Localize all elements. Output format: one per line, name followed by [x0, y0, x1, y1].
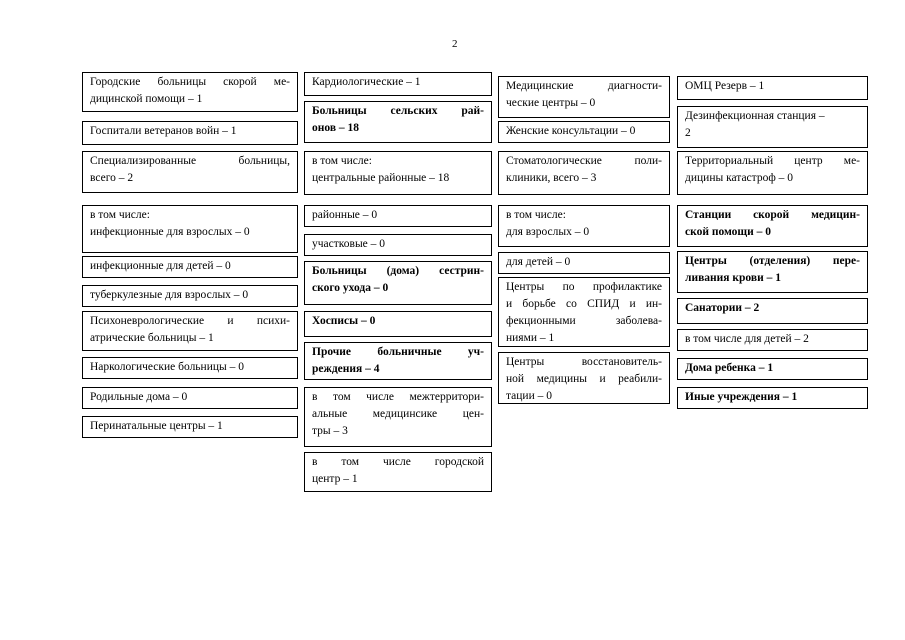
org-box-line: Стоматологические поли-	[506, 155, 662, 167]
org-box-line: Родильные дома – 0	[90, 391, 188, 403]
org-box-line: Перинатальные центры – 1	[90, 420, 223, 432]
org-box-line: в том числе:	[312, 155, 372, 167]
org-box-line: 2	[685, 127, 691, 139]
org-box-line: Центры по профилактике	[506, 281, 662, 293]
org-box-line: Наркологические больницы – 0	[90, 361, 244, 373]
org-box	[82, 151, 298, 193]
org-box-line: всего – 2	[90, 172, 134, 184]
org-box-line: Дома ребенка – 1	[685, 362, 774, 374]
org-box-line: реждения – 4	[312, 363, 380, 375]
org-box	[82, 387, 298, 409]
org-box-line: для взрослых – 0	[506, 226, 590, 238]
org-box-line: инфекционные для детей – 0	[90, 260, 231, 272]
org-box-line: Городские больницы скорой ме-	[90, 76, 290, 88]
org-box	[677, 76, 868, 100]
org-box-line: альные медицинсике цен-	[312, 408, 484, 420]
org-box-line: в том числе городской	[312, 456, 484, 468]
org-box	[304, 234, 492, 256]
org-box	[82, 311, 298, 351]
org-box	[304, 261, 492, 305]
org-box	[82, 121, 298, 145]
org-box	[677, 358, 868, 380]
org-box-line: онов – 18	[312, 122, 360, 134]
page-number: 2	[452, 38, 458, 50]
org-box	[677, 151, 868, 195]
org-box	[82, 205, 298, 253]
org-box	[498, 252, 670, 274]
org-box-line: ской помощи – 0	[685, 226, 772, 238]
org-box	[498, 151, 670, 195]
org-box-line: Кардиологические – 1	[312, 76, 421, 88]
org-box-line: центр – 1	[312, 473, 358, 485]
org-box	[498, 76, 670, 118]
org-box-line: тации – 0	[506, 390, 552, 402]
org-box	[304, 311, 492, 337]
org-box	[304, 452, 492, 492]
org-box-line: Центры (отделения) пере-	[685, 255, 860, 267]
org-box-line: ского ухода – 0	[312, 282, 389, 294]
org-box-line: Территориальный центр ме-	[685, 155, 860, 167]
org-box	[304, 342, 492, 380]
org-box	[677, 106, 868, 148]
org-box-line: Специализированные больницы,	[90, 155, 290, 167]
org-box	[677, 387, 868, 409]
org-box	[677, 251, 868, 293]
org-box-line: атрические больницы – 1	[90, 332, 214, 344]
org-box	[304, 205, 492, 227]
org-box	[304, 151, 492, 195]
org-box-line: для детей – 0	[506, 256, 571, 268]
org-box-line: Дезинфекционная станция –	[685, 110, 825, 122]
org-box-line: Больницы (дома) сестрин-	[312, 265, 484, 277]
org-box-line: Медицинские диагности-	[506, 80, 662, 92]
org-box-line: ниями – 1	[506, 332, 555, 344]
org-box	[82, 357, 298, 379]
org-box-line: туберкулезные для взрослых – 0	[90, 289, 249, 301]
org-box-line: инфекционные для взрослых – 0	[90, 226, 250, 238]
org-box	[304, 72, 492, 96]
org-box	[498, 352, 670, 404]
org-box	[498, 121, 670, 143]
org-box	[677, 298, 868, 324]
org-box-line: дицины катастроф – 0	[685, 172, 794, 184]
org-box	[498, 205, 670, 247]
org-box-line: в том числе:	[90, 209, 150, 221]
org-box	[304, 101, 492, 143]
org-box-line: ОМЦ Резерв – 1	[685, 80, 765, 92]
org-box-line: участковые – 0	[312, 238, 386, 250]
org-box-line: в том числе:	[506, 209, 566, 221]
org-box	[82, 416, 298, 438]
org-box	[82, 72, 298, 112]
org-box-line: Госпитали ветеранов войн – 1	[90, 125, 237, 137]
org-box-line: Центры восстановитель-	[506, 356, 662, 368]
org-box-line: в том числе для детей – 2	[685, 333, 809, 345]
org-box-line: центральные районные – 18	[312, 172, 450, 184]
org-box	[82, 256, 298, 278]
org-box-line: Станции скорой медицин-	[685, 209, 860, 221]
org-box-line: Санатории – 2	[685, 302, 760, 314]
org-box-line: Женские консультации – 0	[506, 125, 636, 137]
org-box-line: ческие центры – 0	[506, 97, 596, 109]
org-box-line: Хосписы – 0	[312, 315, 376, 327]
org-box	[498, 277, 670, 347]
org-box-line: ной медицины и реабили-	[506, 373, 662, 385]
org-box-line: Психоневрологические и психи-	[90, 315, 290, 327]
org-box-line: клиники, всего – 3	[506, 172, 597, 184]
org-box-line: в том числе межтерритори-	[312, 391, 484, 403]
org-box-line: Прочие больничные уч-	[312, 346, 484, 358]
org-box-line: и борьбе со СПИД и ин-	[506, 298, 662, 310]
org-box-line: ливания крови – 1	[685, 272, 781, 284]
org-box-line: районные – 0	[312, 209, 378, 221]
org-box	[304, 387, 492, 447]
org-box-line: Иные учреждения – 1	[685, 391, 798, 403]
org-box-line: фекционными заболева-	[506, 315, 662, 327]
org-box-line: Больницы сельских рай-	[312, 105, 484, 117]
org-box-line: дицинской помощи – 1	[90, 93, 203, 105]
org-box	[677, 205, 868, 247]
org-box	[677, 329, 868, 351]
org-box	[82, 285, 298, 307]
org-box-line: тры – 3	[312, 425, 348, 437]
